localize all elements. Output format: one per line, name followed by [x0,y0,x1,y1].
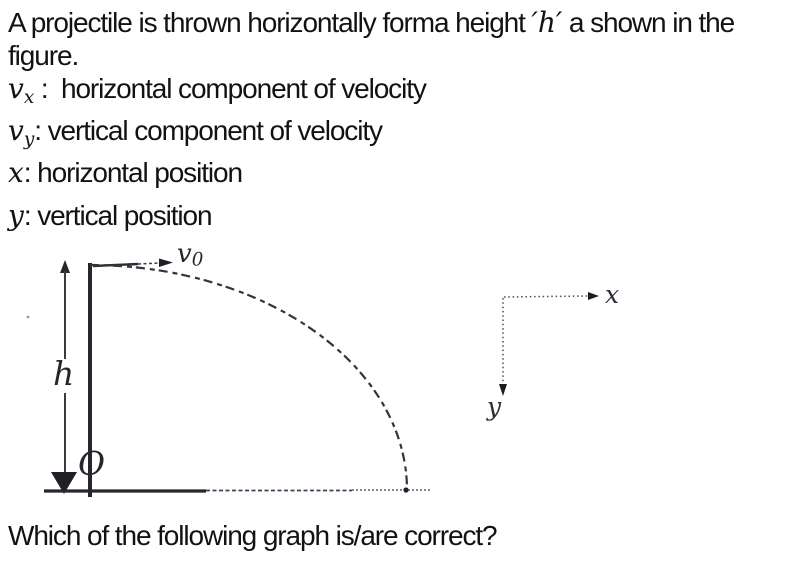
origin-label: O [78,444,106,483]
question-line-2: figure. [8,40,79,71]
x-separator: : [23,157,38,189]
v0-label-base: v [177,239,192,269]
projectile-figure [0,220,680,520]
height-symbol-inline: ′h′ [531,6,563,39]
vx-symbol [8,72,35,109]
trajectory-curve [90,265,407,490]
definition-x [8,156,798,198]
vx-separator: : [34,73,61,104]
y-separator: : [23,199,38,231]
vy-symbol [8,114,35,151]
vx-base: v [8,72,24,105]
footer-question: Which of the following graph is/are correct? [8,520,497,551]
question-text-block [8,6,798,241]
vy-sub: y [23,129,35,151]
x-axis-label: x [605,280,620,309]
ink-speck [27,316,30,319]
question-line-1-part2: a shown in the [562,7,735,38]
x-symbol [8,156,24,189]
vy-base: v [8,114,24,148]
v0-label-sub: 0 [191,249,204,271]
definition-vy [8,114,798,156]
vy-separator: : [34,115,48,147]
y-definition-text: vertical position [37,199,212,231]
question-line-1 [8,6,798,39]
ground-line [44,487,432,492]
x-definition-text: horizontal position [37,157,242,189]
v0-label [177,241,203,270]
definition-vx [8,72,798,114]
y-base: y [8,198,24,232]
x-base: x [8,156,24,190]
height-label: h [53,354,75,393]
vy-definition-text: vertical component of velocity [47,115,382,147]
question-line-1-part1: A projectile is thrown horizontally forma height [8,7,532,38]
landing-point [403,487,408,492]
vx-sub: x [23,87,35,109]
y-axis-label: y [487,392,502,421]
x-axis-arrowhead [588,292,599,300]
x-axis-line [504,296,588,297]
axes-sketch [499,292,599,396]
vx-definition-text: horizontal component of velocity [60,73,426,104]
